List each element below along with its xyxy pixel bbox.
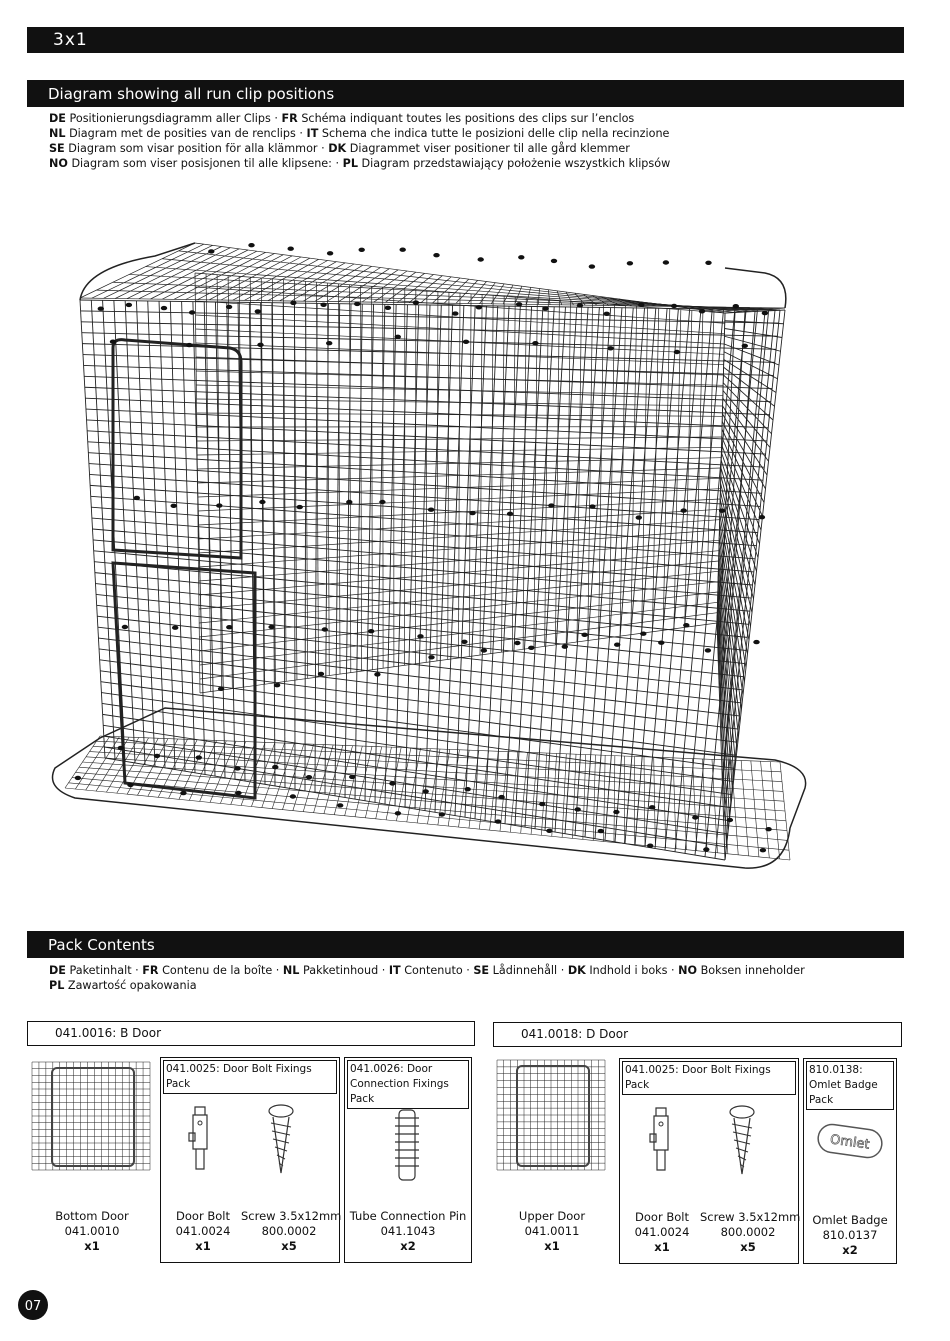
upper-door-caption [488, 1209, 616, 1254]
upper-door-qty: x1 [544, 1239, 560, 1253]
b-screw-name: Screw 3.5x12mm [241, 1209, 342, 1223]
translation-text: Boksen inneholder [700, 964, 805, 977]
run-roof-panel [80, 243, 785, 313]
d-bolt-pack-title: 041.0025: Door Bolt Fixings Pack [622, 1061, 796, 1095]
language-code: FR [281, 112, 298, 125]
translation-text: Contenu de la boîte · [162, 964, 283, 977]
b-door-bolt-name: Door Bolt [176, 1209, 230, 1223]
badge-pack-title: 810.0138: Omlet Badge Pack [806, 1061, 894, 1110]
b-door-bolt-code: 041.0024 [175, 1224, 231, 1238]
bottom-door-code: 041.0010 [64, 1224, 120, 1238]
language-code: DE [49, 964, 66, 977]
language-code: FR [142, 964, 159, 977]
door-mesh [497, 1060, 605, 1170]
language-code: NL [49, 127, 66, 140]
b-screw-qty: x5 [281, 1239, 297, 1253]
d-door-bolt-qty: x1 [654, 1240, 670, 1254]
bottom-door-caption [27, 1209, 157, 1254]
d-door-bolt-name: Door Bolt [635, 1210, 689, 1224]
upper-door-image [495, 1058, 607, 1172]
diagram-section-bar [27, 80, 904, 107]
language-code: NO [49, 157, 68, 170]
b-door-header [27, 1021, 475, 1046]
door-mesh [32, 1062, 150, 1170]
translation-text: Diagram som visar position för alla klämmor · [68, 142, 329, 155]
d-screw-code: 800.0002 [720, 1225, 776, 1239]
omlet-badge-code: 810.0137 [822, 1228, 878, 1242]
translation-text: Diagrammet viser positioner til alle gård klemmer [349, 142, 630, 155]
b-door-bolt-qty: x1 [195, 1239, 211, 1253]
language-code: IT [306, 127, 319, 140]
language-code: DE [49, 112, 66, 125]
omlet-badge-qty: x2 [842, 1243, 858, 1257]
model-title-bar [27, 27, 904, 53]
diagram-lang-line [49, 126, 670, 141]
language-code: NL [282, 964, 300, 977]
screw-icon [722, 1104, 762, 1179]
page-number-badge [18, 1290, 48, 1320]
bottom-door-qty: x1 [84, 1239, 100, 1253]
translation-text: Lådinnehåll · [492, 964, 568, 977]
pack-lang-line [49, 978, 805, 993]
d-door-badge-pack [803, 1058, 897, 1264]
language-code: DK [567, 964, 586, 977]
pack-contents-bar [27, 931, 904, 958]
omlet-badge-name: Omlet Badge [812, 1213, 888, 1227]
b-screw-code: 800.0002 [261, 1224, 317, 1238]
omlet-badge-logo-text: Omlet [829, 1132, 871, 1153]
pack-contents-translations [49, 963, 805, 993]
door-bolt-icon [642, 1104, 682, 1174]
translation-text: Pakketinhoud · [302, 964, 389, 977]
translation-text: Positionierungsdiagramm aller Clips · [69, 112, 282, 125]
language-code: PL [342, 157, 358, 170]
translation-text: Schéma indiquant toutes les positions des clips sur l’enclos [301, 112, 635, 125]
translation-text: Diagram met de posities van de renclips · [69, 127, 307, 140]
b-door-bolt-pack [160, 1057, 340, 1263]
tube-pin-code: 041.1043 [380, 1224, 436, 1238]
translation-text: Diagram przedstawiający położenie wszystkich klipsów [361, 157, 671, 170]
language-code: IT [388, 964, 401, 977]
upper-door-name: Upper Door [518, 1209, 586, 1223]
d-door-bolt-code: 041.0024 [634, 1225, 690, 1239]
bottom-door-image [30, 1060, 152, 1172]
diagram-lang-line [49, 111, 670, 126]
diagram-lang-line [49, 141, 670, 156]
bottom-door-name: Bottom Door [55, 1209, 129, 1223]
b-bolt-pack-title: 041.0025: Door Bolt Fixings Pack [163, 1060, 337, 1094]
d-door-header-label: 041.0018: D Door [521, 1027, 629, 1041]
tube-pin-name: Tube Connection Pin [349, 1209, 467, 1223]
diagram-section-title: Diagram showing all run clip positions [48, 84, 335, 103]
language-code: PL [49, 979, 65, 992]
d-screw-qty: x5 [740, 1240, 756, 1254]
conn-pack-title: 041.0026: Door Connection Fixings Pack [347, 1060, 469, 1109]
tube-pin-qty: x2 [400, 1239, 416, 1253]
language-code: SE [49, 142, 65, 155]
pack-lang-line [49, 963, 805, 978]
translation-text: Diagram som viser posisjonen til alle klipsene: · [71, 157, 343, 170]
translation-text: Paketinhalt · [69, 964, 143, 977]
page-number: 07 [24, 1299, 42, 1314]
diagram-lang-line [49, 156, 670, 171]
translation-text: Schema che indica tutte le posizioni delle clip nella recinzione [321, 127, 670, 140]
pack-contents-title: Pack Contents [48, 935, 155, 954]
screw-icon [261, 1103, 301, 1178]
door-bolt-icon [181, 1103, 221, 1173]
language-code: NO [678, 964, 698, 977]
d-screw-name: Screw 3.5x12mm [700, 1210, 801, 1224]
translation-text: Zawartość opakowania [67, 979, 197, 992]
model-title: 3x1 [53, 30, 88, 50]
translation-text: Contenuto · [404, 964, 474, 977]
language-code: DK [328, 142, 347, 155]
b-door-connection-pack [344, 1057, 472, 1263]
upper-door-code: 041.0011 [524, 1224, 580, 1238]
tube-connection-pin-icon [389, 1108, 425, 1184]
run-clip-diagram [45, 228, 875, 898]
omlet-badge-icon [816, 1121, 884, 1161]
d-door-bolt-pack [619, 1058, 799, 1264]
diagram-translations [49, 111, 670, 171]
language-code: SE [473, 964, 490, 977]
run-back-panel [195, 273, 725, 693]
d-door-header [493, 1022, 902, 1047]
translation-text: Indhold i boks · [589, 964, 679, 977]
b-door-header-label: 041.0016: B Door [55, 1026, 162, 1040]
